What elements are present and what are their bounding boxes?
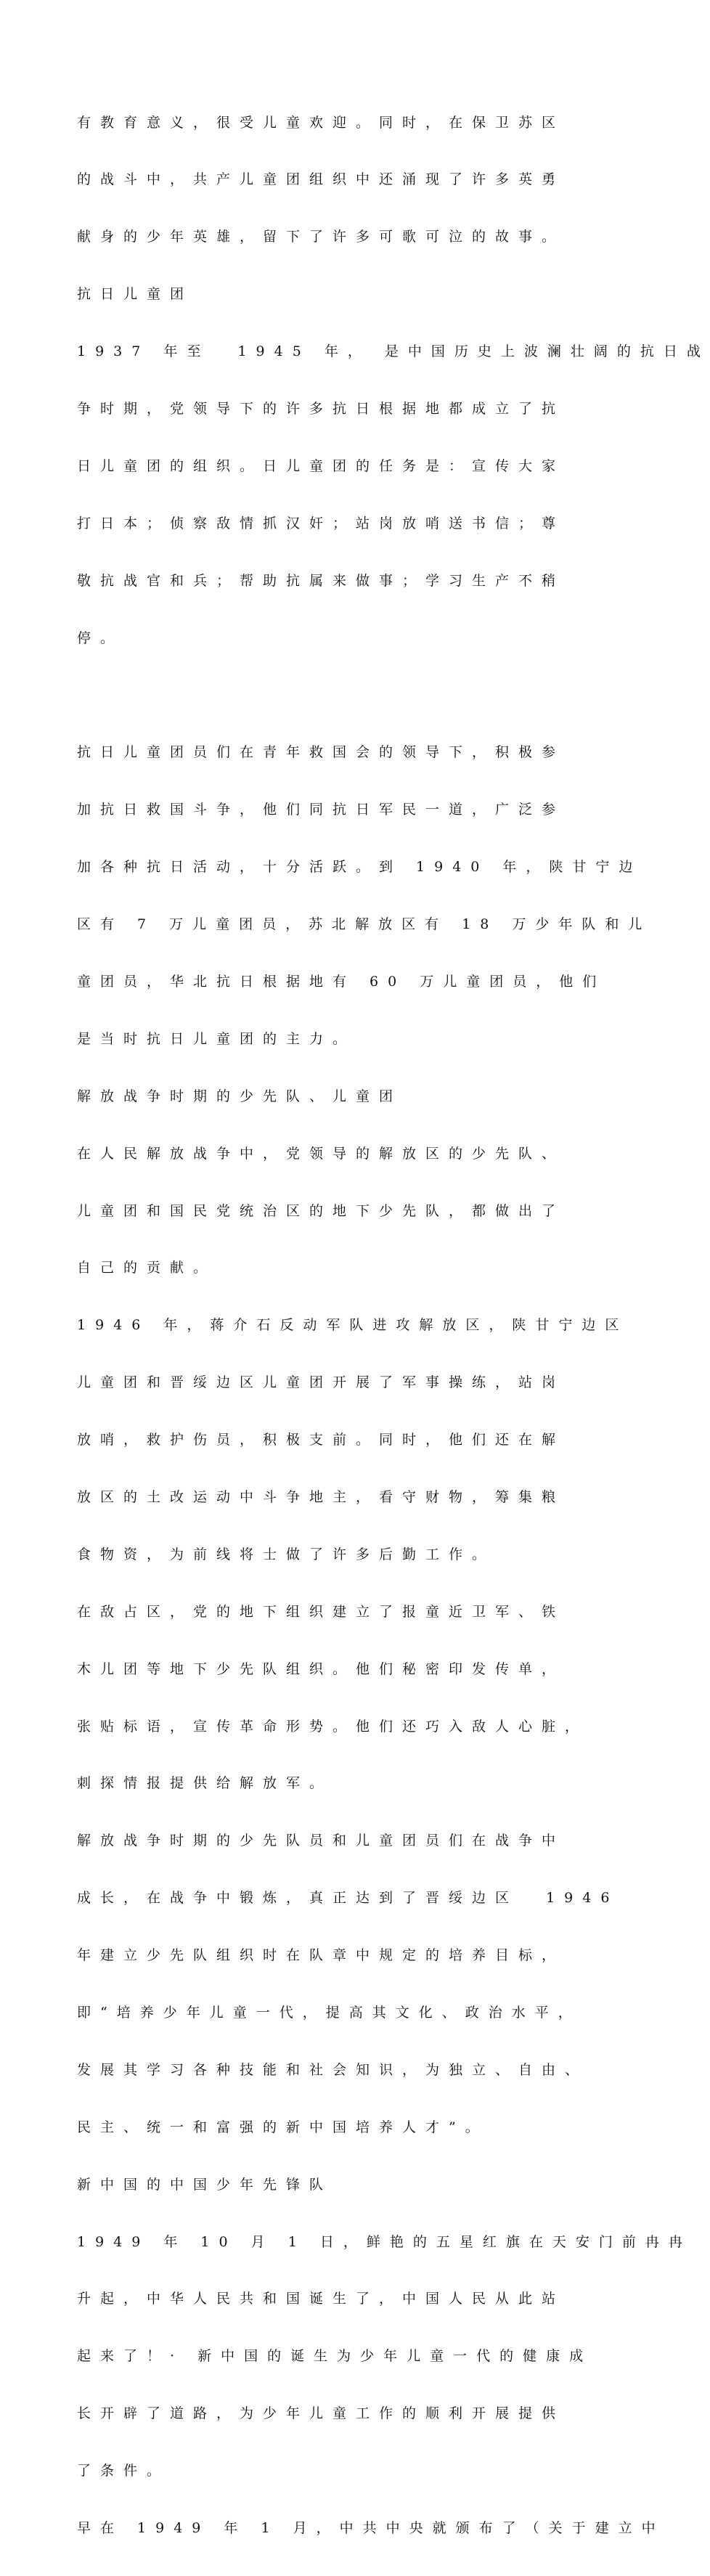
text-line: 放区的土改运动中斗争地主，看守财物，筹集粮	[77, 1488, 566, 1505]
text-line: 儿童团和晋绥边区儿童团开展了军事操练，站岗	[77, 1374, 566, 1391]
text-line: 食物资，为前线将士做了许多后勤工作。	[77, 1546, 496, 1562]
text-line: 解放战争时期的少先队员和儿童团员们在战争中	[77, 1833, 566, 1849]
text-line: 抗日儿童团员们在青年救国会的领导下，积极参	[77, 744, 566, 761]
text-line: 1949 年 10 月 1 日，鲜艳的五星红旗在天安门前冉冉	[77, 2233, 692, 2250]
text-line: 刺探情报提供给解放军。	[77, 1775, 333, 1792]
text-line: 发展其学习各种技能和社会知识，为独立、自由、	[77, 2061, 589, 2078]
text-line: 1946 年，蒋介石反动军队进攻解放区，陕甘宁边区	[77, 1317, 629, 1334]
text-line: 是当时抗日儿童团的主力。	[77, 1030, 356, 1047]
text-line: 木儿团等地下少先队组织。他们秘密印发传单，	[77, 1660, 566, 1677]
document-body	[77, 75, 710, 2576]
text-line: 日儿童团的组织。日儿童团的任务是：宣传大家	[77, 457, 566, 474]
text-line: 起来了！· 新中国的诞生为少年儿童一代的健康成	[77, 2348, 593, 2365]
text-line: 民主、统一和富强的新中国培养人才”。	[77, 2119, 489, 2135]
section-heading: 新中国的中国少年先锋队	[77, 2176, 333, 2193]
text-line: 敬抗战官和兵；帮助抗属来做事；学习生产不稍	[77, 572, 566, 589]
text-line: 张贴标语，宣传革命形势。他们还巧入敌人心脏，	[77, 1718, 589, 1735]
text-line: 献身的少年英雄，留下了许多可歌可泣的故事。	[77, 229, 566, 245]
text-line: 在人民解放战争中，党领导的解放区的少先队、	[77, 1145, 566, 1162]
text-line: 早在 1949 年 1 月，中共中央就颁布了（关于建立中	[77, 2520, 665, 2536]
text-line: 加抗日救国斗争，他们同抗日军民一道，广泛参	[77, 802, 566, 818]
text-line: 停。	[77, 629, 124, 646]
text-line: 加各种抗日活动，十分活跃。到 1940 年，陕甘宁边	[77, 859, 642, 876]
text-line: 放哨，救护伤员，积极支前。同时，他们还在解	[77, 1432, 566, 1448]
blank-line	[77, 686, 629, 705]
text-line: 1937 年至 1945 年， 是中国历史上波澜壮阔的抗日战	[77, 343, 710, 360]
text-line: 的战斗中，共产儿童团组织中还涌现了许多英勇	[77, 171, 566, 188]
section-heading: 解放战争时期的少先队、儿童团	[77, 1088, 403, 1104]
text-line: 有教育意义，很受儿童欢迎。同时，在保卫苏区	[77, 114, 566, 131]
text-line: 升起，中华人民共和国诞生了，中国人民从此站	[77, 2291, 566, 2307]
text-line: 儿童团和国民党统治区的地下少先队，都做出了	[77, 1202, 566, 1219]
text-line: 长开辟了道路，为少年儿童工作的顺利开展提供	[77, 2405, 566, 2422]
text-line: 在敌占区，党的地下组织建立了报童近卫军、铁	[77, 1603, 566, 1620]
text-line: 成长，在战争中锻炼，真正达到了晋绥边区 1946	[77, 1890, 619, 1907]
text-line: 年建立少先队组织时在队章中规定的培养目标，	[77, 1947, 566, 1964]
text-line: 即“培养少年儿童一代，提高其文化、政治水平，	[77, 2004, 582, 2021]
text-line: 打日本；侦察敌情抓汉奸；站岗放哨送书信；尊	[77, 515, 566, 531]
text-line: 自己的贡献。	[77, 1260, 217, 1276]
section-heading: 抗日儿童团	[77, 286, 194, 303]
text-line: 区有 7 万儿童团员，苏北解放区有 18 万少年队和儿	[77, 916, 652, 933]
text-line: 争时期，党领导下的许多抗日根据地都成立了抗	[77, 401, 566, 417]
text-line: 了条件。	[77, 2463, 171, 2479]
text-line: 童团员，华北抗日根据地有 60 万儿童团员，他们	[77, 973, 606, 990]
